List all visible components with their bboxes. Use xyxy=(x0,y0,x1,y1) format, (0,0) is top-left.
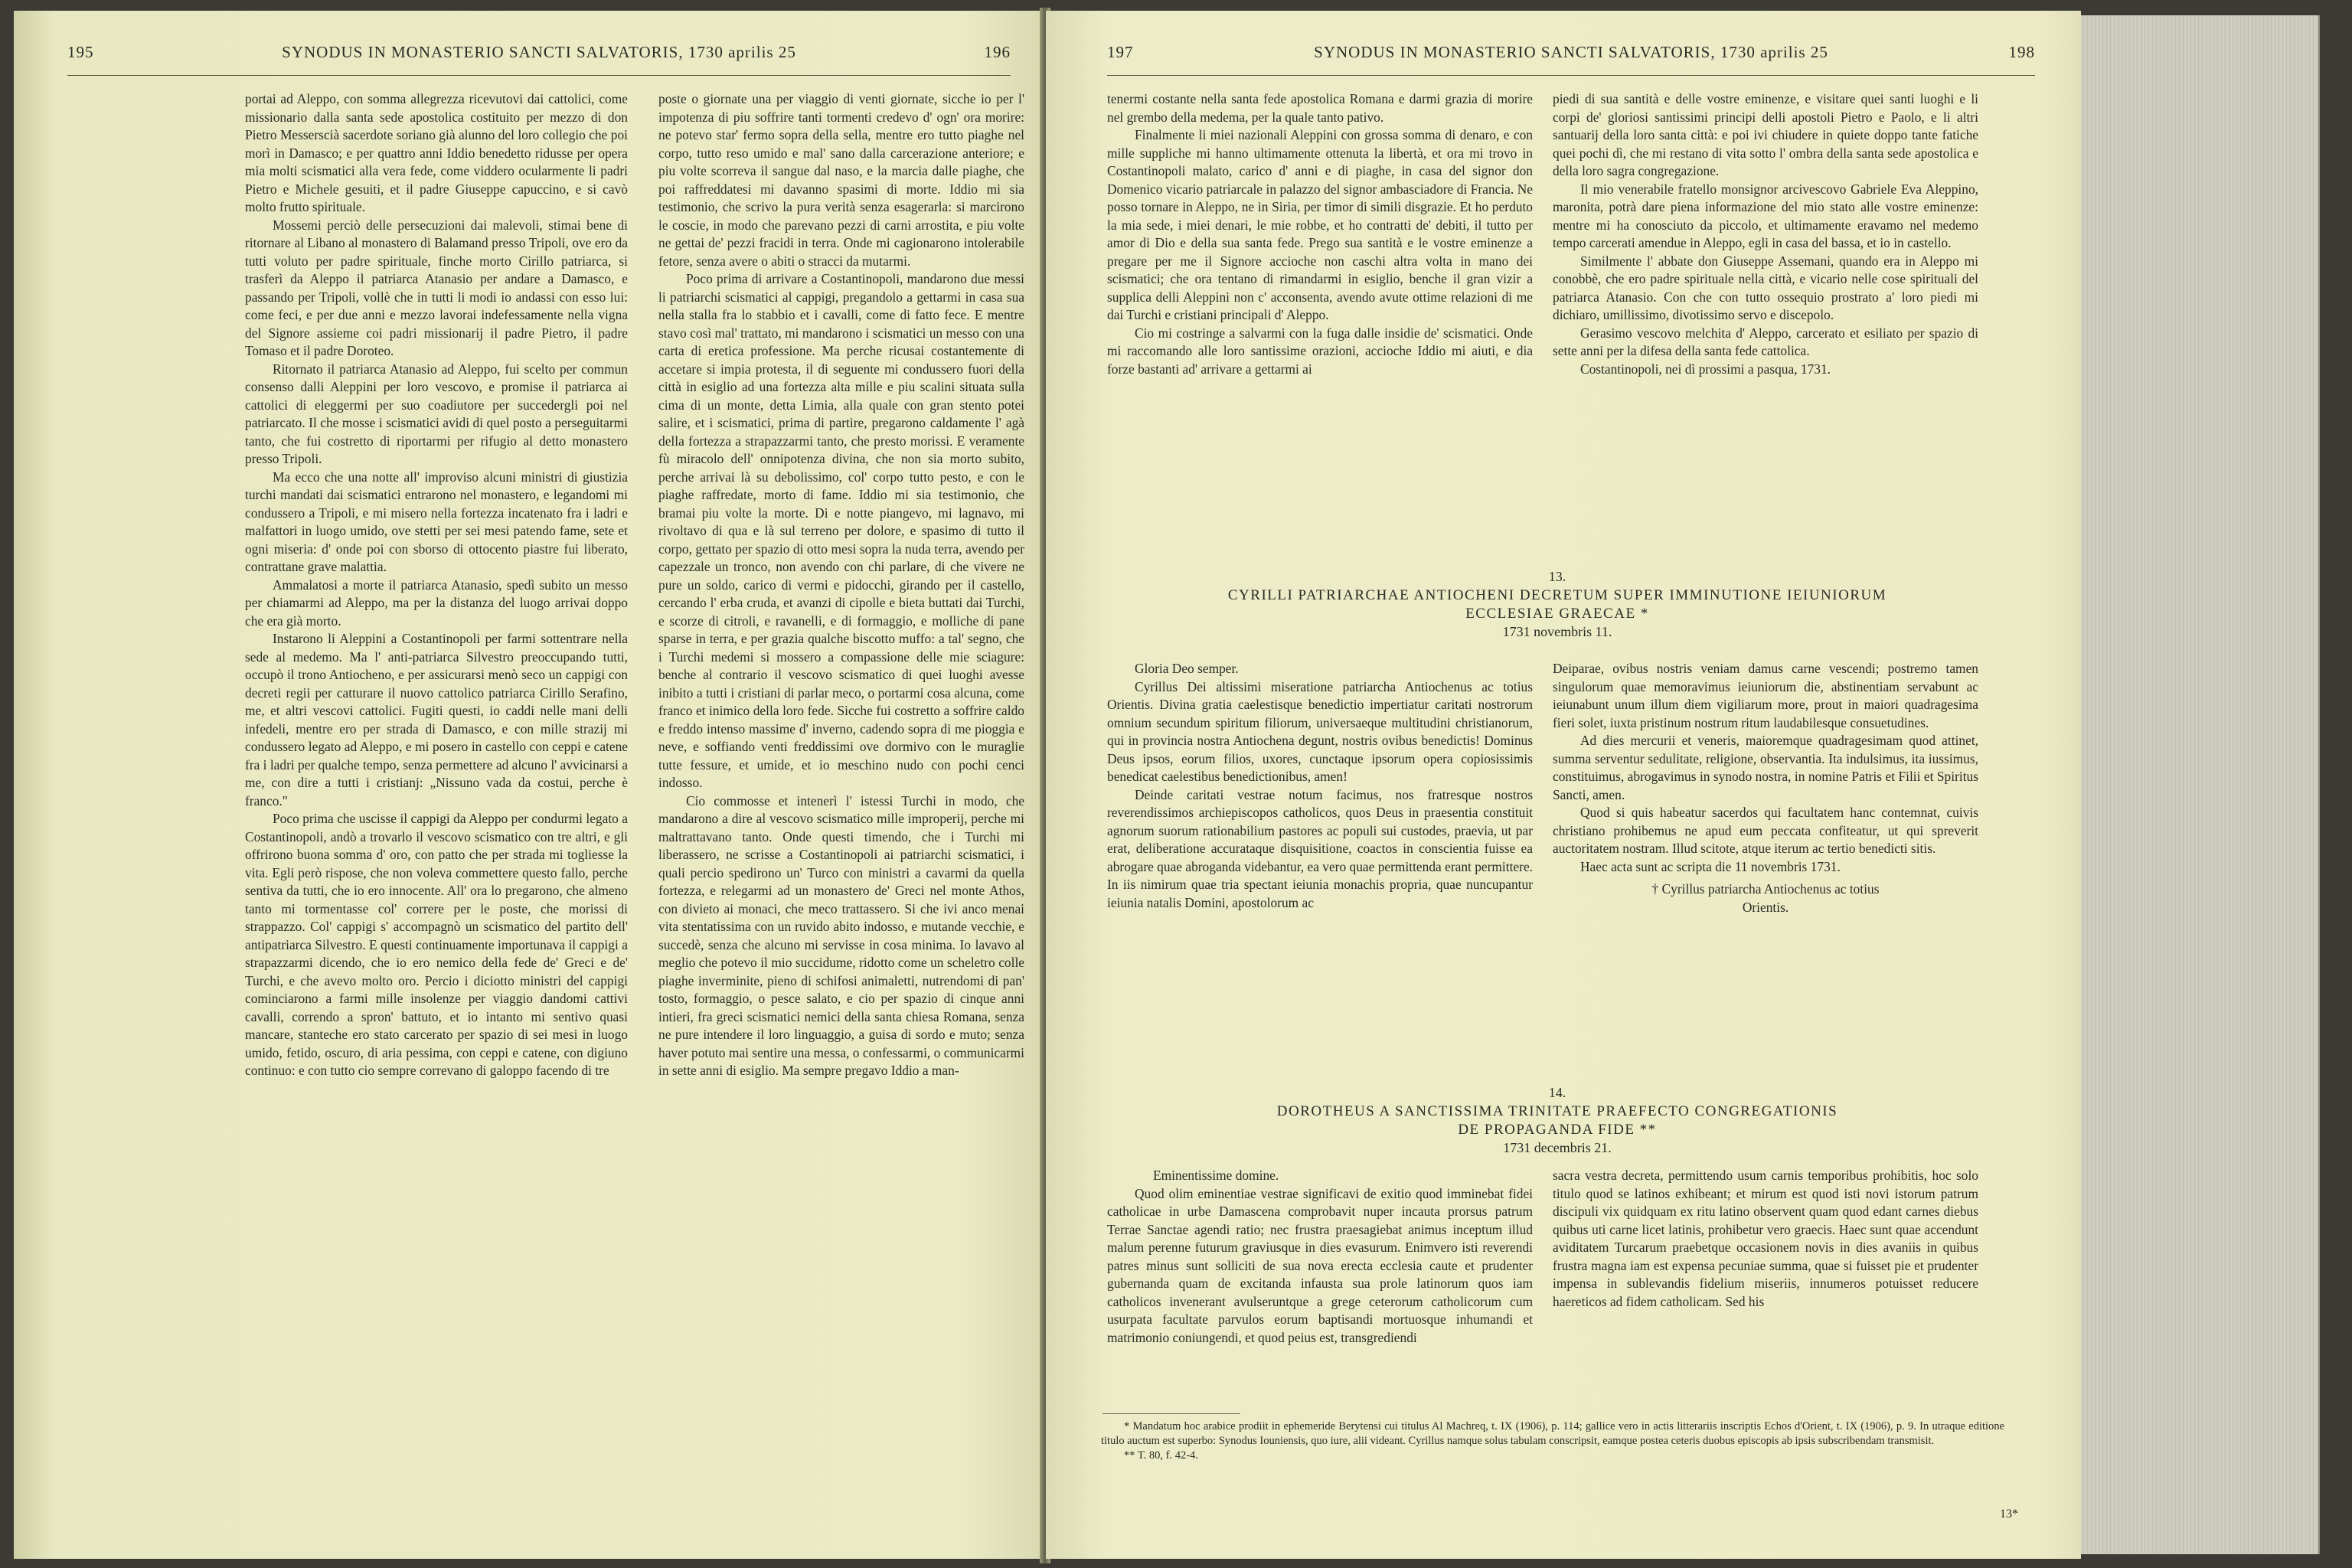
paragraph: Gerasimo vescovo melchita d' Aleppo, carcerato et esiliato per spazio di sette anni per la difesa della santa fede cattolica. xyxy=(1553,325,1978,358)
running-title: SYNODUS IN MONASTERIO SANCTI SALVATORIS, 1730 aprilis 25 xyxy=(282,43,796,61)
left-page-column-1 xyxy=(245,90,628,1537)
section-title: DOROTHEUS A SANCTISSIMA TRINITATE PRAEFECTO CONGREGATIONIS xyxy=(1276,1102,1838,1119)
paragraph: Eminentissime domine. xyxy=(1153,1168,1279,1183)
section-14-column-2 xyxy=(1553,1167,1978,1406)
signature: Orientis. xyxy=(1742,899,1789,915)
section-date: 1731 decembris 21. xyxy=(1503,1139,1612,1155)
paragraph: Ritornato il patriarca Atanasio ad Aleppo, fui scelto per commun consenso dalli Aleppini per loro vescovo, e promise il patriarca ai cattolici di eleggermi per suo coadiutore per succedergli poi nel patriarcato. Il che mosse i scismatici avidi di quel posto a perseguitarmi tanto, che fui costretto di riportarmi per rifugio al detto monastero presso Tripoli. xyxy=(245,361,628,466)
paragraph: portai ad Aleppo, con somma allegrezza ricevutovi dai cattolici, come missionario dalla santa sede apostolica costituito per mezzo di don Pietro Messerscià sacerdote soriano già alunno del loro collegio che poi morì in Damasco; e per quattro anni Iddio benedetto ridusse per opera mia molti scismatici alla vera fede, come viddero ocularmente li padri Pietro e Michele gesuiti, et il padre Giuseppe capuccino, e si cavò molto frutto spirituale. xyxy=(245,91,628,214)
paragraph: Deiparae, ovibus nostris veniam damus carne vescendi; postremo tamen singulorum quae memoravimus ieiuniorum die, abstinentiam servabunt ac ieiunabunt unum illum diem vigiliarum more, prout in maiori quadragesima fieri solet, iuxta pristinum nostrum ritum laudabilesque consuetudines. xyxy=(1553,661,1978,730)
paragraph: Ammalatosi a morte il patriarca Atanasio, spedì subito un messo per chiamarmi ad Aleppo, ma per la distanza del luogo arrivai doppo che era già morto. xyxy=(245,577,628,629)
paragraph: sacra vestra decreta, permittendo usum carnis temporibus prohibitis, hoc solo titulo quod se latinos exhibeant; et mirum est quod isti novi istorum patrum discipuli vix quidquam ex ritu latino observent quam quod edant carnes diebus quibus uti carne licet latinis, prohibetur vero graecis. Haec sunt quae accendunt aviditatem Turcarum praebetque occasionem novis in dies avaniis in quibus frustra magna iam est expensa pecuniae summa, quae si fuisset pie et prudenter impensa in sublevandis fidelium miseriis, innumeros potuisset reducere haereticos ad fidem catholicam. Sed his xyxy=(1553,1168,1978,1309)
running-head-right xyxy=(1107,43,2035,74)
header-rule xyxy=(67,75,1011,76)
left-page xyxy=(14,11,1041,1559)
paragraph: poste o giornate una per viaggio di venti giornate, sicche io per l' impotenza di piu soffrire tanti tormenti credevo d' ogn' ora morire: ne potevo star' fermo sopra della sella, mentre ero tutto piaghe nel corpo, tutto reso umido e mal' sano dalla carcerazione anteriore; e piu volte scorreva il sangue dal naso, e la marcia dalle piaghe, che poi raffreddatesi mi davanno spasimi di morte. Iddio mi sia testimonio, che scrivo la pura verità senza esagerarla: si marcirono le coscie, in modo che parevano pezzi di carni arrostita, e piu volte ne gettai de' pezzi fracidi in terra. Onde mi cagionarono intolerabile fetore, senza avere o abiti o stracci da mutarmi. xyxy=(658,91,1024,269)
paragraph: Haec acta sunt ac scripta die 11 novembris 1731. xyxy=(1580,858,1841,874)
signature: † Cyrillus patriarcha Antiochenus ac totius xyxy=(1651,881,1880,897)
section-14-heading xyxy=(1107,1084,1980,1161)
footnote: ** T. 80, f. 42-4. xyxy=(1124,1449,1198,1462)
paragraph: tenermi costante nella santa fede apostolica Romana e darmi grazia di morire nel grembo della medema, per la quale tanto pativo. xyxy=(1107,91,1533,125)
paragraph: Poco prima che uscisse il cappigi da Aleppo per condurmi legato a Costantinopoli, andò a trovarlo il vescovo scismatico con tre altri, e gli offrirono buona somma d' oro, con patto che per strada mi togliesse la vita. Egli però rispose, che non voleva commettere questo fallo, perche sentiva da tutti, che io ero innocente. All' ora lo pregarono, che almeno tanto mi tormentasse col' correre per le poste, che morissi di strappazzo. Col' cappigi s' accompagnò un scismatico del partito dell' antipatriarca Silvestro. E questi continuamente importunava il cappigi a strapazzarmi dicendo, che io ero nemico della fede de' Greci e de' Turchi, e che avevo molto oro. Percio i diciotto ministri del cappigi cominciarono a farmi mille insolenze per viaggio dandomi cattivi cavalli, correndo a spron' battuto, et io intanto mi sentivo quasi mancare, stanteche ero stato carcerato per spazio di sei mesi in luogo umido, fetido, oscuro, di aria pessima, con ceppi e catene, con digiuno continuo: e con tutto cio sempre correvano di galoppo facendo di tre xyxy=(245,811,628,1078)
paragraph: Quod olim eminentiae vestrae significavi de exitio quod imminebat fidei catholicae in urbe Damascena comprobavit nuper incauta prorsus patrum Terrae Sanctae agendi ratio; nec frustra praesagiebat animus inceptum illud malum perenne futurum graviusque in dies evasurum. Enimvero isti reverendi patres minus sunt solliciti de sua nova erecta ecclesia caute et prudenter gubernanda quam de excitanda infausta sua prole latinorum quos iam catholicos invenerant avulseruntque a grege ceterorum catholicorum cum usurpata facultate parvulos eorum baptisandi mortuosque inhumandi et matrimonio coniungendi, et quod peius est, transgrediendi xyxy=(1107,1185,1533,1345)
paragraph: Cio mi costringe a salvarmi con la fuga dalle insidie de' scismatici. Onde mi raccomando alle loro santissime orazioni, accioche Iddio mi aiuti, e dia forze bastanti ad' arrivare a gettarmi ai xyxy=(1107,325,1533,377)
paragraph: piedi di sua santità e delle vostre eminenze, e visitare quei santi luoghi e li corpi de' gloriosi santissimi principi delli apostoli Pietro e Paolo, e li altri santuarij della loro santa città: e poi ivi chiudere in quiete doppo tante fatiche quei pochi dì, che mi restano di vita sotto l' ombra della santa sede apostolica e della loro sagra congregazione. xyxy=(1553,91,1978,178)
paragraph: Costantinopoli, nei dì prossimi a pasqua, 1731. xyxy=(1580,361,1831,377)
header-rule xyxy=(1107,75,2035,76)
running-title: SYNODUS IN MONASTERIO SANCTI SALVATORIS, 1730 aprilis 25 xyxy=(1314,43,1828,61)
section-title: DE PROPAGANDA FIDE ** xyxy=(1458,1121,1657,1138)
right-top-column-2 xyxy=(1553,90,1978,550)
right-page xyxy=(1046,11,2081,1559)
page-number: 195 xyxy=(67,43,94,61)
footnote: * Mandatum hoc arabice prodiit in ephemeride Berytensi cui titulus Al Machreq, t. IX (1906), p. 114; gallice vero in actis litterariis inscriptis Echos d'Orient, t. IX (1906), p. 9. In utraque editione titulo auctum est superbo: Synodus Iouniensis, quo iure, alii videant. Cyrillus namque solus tabulam conscripsit, eamque postea ceteris duobus episcopis ab ipsis subscribendam transmisit. xyxy=(1101,1420,2004,1447)
paragraph: Ma ecco che una notte all' improviso alcuni ministri di giustizia turchi mandati dai scismatici entrarono nel monastero, e legandomi mi condussero a Tripoli, e mi misero nella fortezza incatenato fra i ladri e malfattori in luogo umido, ove stetti per sei mesi patendo fame, sete et ogni miseria: d' onde poi con sborso di ottocento piastre fui liberato, contrattane grave malattia. xyxy=(245,469,628,574)
section-13-column-1 xyxy=(1107,660,1533,1073)
footnotes xyxy=(1101,1419,2004,1463)
paragraph: Gloria Deo semper. xyxy=(1135,661,1239,676)
paragraph: Ad dies mercurii et veneris, maioremque quadragesimam quod attinet, summa serventur sedulitate, religione, observantia. Ita indulsimus, ita iussimus, constituimus, abrogavimus in synodo nostra, in nomine Patris et Filii et Spiritus Sancti, amen. xyxy=(1553,733,1978,802)
paragraph: Quod si quis habeatur sacerdos qui facultatem hanc contemnat, cuivis christiano prohibemus ne apud eum peccata confiteatur, ut qui spreverit auctoritatem nostram. Illud scitote, atque iterum ac tertio benedicti sitis. xyxy=(1553,805,1978,856)
signature-mark: 13* xyxy=(2000,1508,2018,1521)
book-page-edges xyxy=(2081,15,2320,1554)
page-number: 196 xyxy=(984,43,1011,61)
running-head-left xyxy=(67,43,1011,74)
footnote-rule xyxy=(1102,1413,1240,1414)
section-number: 13. xyxy=(1548,569,1566,584)
paragraph: Cio commosse et intenerì l' istessi Turchi in modo, che mandarono a dire al vescovo scismatico mille improperij, perche mi maltrattavano tanto. Onde questi timendo, che i Turchi mi liberassero, ne scrisse a Costantinopoli ai patriarchi scismatici, i quali percio spedirono un' Turco con ministri a cavarmi da quella fortezza, e relegarmi ad un monastero de' Greci nel monte Athos, con divieto ai monaci, che meco trattassero. Si che ivi anco menai vita stentatissima con un ruvido abito indosso, e mutande vecchie, e succedè, senza che alcuno mi servisse in cosa minima. Io lavavo al meglio che potevo il mio succidume, ridotto come un scheletro colle piaghe inverminite, pieno di schifosi animaletti, nutrendomi di pan' tosto, formaggio, o pesce salato, e cio per spazio di cinque anni intieri, fra greci scismatici nemici della santa chiesa Romana, senza ne pure intendere il loro linguaggio, a guisa di sordo e muto; senza haver potuto mai sentire una messa, o confessarmi, o communicarmi in sette anni di esiglio. Ma sempre pregavo Iddio a man- xyxy=(658,792,1024,1078)
paragraph: Finalmente li miei nazionali Aleppini con grossa somma di denaro, e con mille suppliche mi hanno ultimamente ottenuta la libertà, et ora mi trovo in Costantinopoli malato, carico d' anni e di piaghe, in casa del signor don Domenico vicario patriarcale in palazzo del signor ambasciadore di Francia. Ne posso tornare in Aleppo, ne in Siria, per timor di simili disgrazie. Et ho perduto la mia sede, i miei denari, le mie robbe, et ho contratti de' debiti, il tutto per amor di Dio e della sua santa fede. Prego sua santità e le vostre eminenze a pregare per me il Signore accioche non caschi altra volta in mano dei scismatici; che ora tentano di rimandarmi in esiglio, benche il gran vizir a supplica delli Aleppini non c' acconsenta, avendo avute ottime relazioni di me dai Turchi e cristiani principali d' Aleppo. xyxy=(1107,127,1533,322)
paragraph: Deinde caritati vestrae notum facimus, nos fratresque nostros reverendissimos archiepiscopos catholicos, quos Deus in praesentia constituit agnorum suorum rationabilium pastores ac populi sui custodes, praevia, ut par erat, deliberatione accurataque disquisitione, coactos in conscientia fuisse ea abrogare quae abroganda videbantur, ea vero quae permittenda erant permittere. In iis nimirum quae tria spectant ieiunia monachis propria, quae nuncupantur ieiunia natalis Domini, apostolorum ac xyxy=(1107,786,1533,910)
paragraph: Similmente l' abbate don Giuseppe Assemani, quando era in Aleppo mi conobbè, che ero padre spirituale nella città, e vicario nelle cose spirituali del patriarca Atanasio. Con che con tutto ossequio prostrato a' loro piedi mi dichiaro, umillissimo, divotissimo servo e discepolo. xyxy=(1553,253,1978,322)
right-top-column-1 xyxy=(1107,90,1533,550)
paragraph: Instarono li Aleppini a Costantinopoli per farmi sottentrare nella sede al medemo. Ma l' anti-patriarca Silvestro preoccupando tutti, occupò il trono Antiocheno, e per assicurarsi menò seco un cappigi con decreti regii per catturare il nuovo cattolico patriarca Cirillo Serafino, me, et altri vescovi cattolici. Fugiti questi, io caddi nelle mani delli infedeli, mentre ero per strada di Damasco, e con mille strazij mi condussero legato ad Aleppo, e mi posero in castello con ceppi e catene fra i ladri per qualche tempo, senza permettere ad alcuno l' avvicinarsi a me, con dire a tutti i cristianj: „Nissuno vada da costui, perche è franco." xyxy=(245,631,628,808)
paragraph: Cyrillus Dei altissimi miseratione patriarcha Antiochenus ac totius Orientis. Divina gratia caelestisque benedictio impertiatur caritati nostrorum omnium secundum spiritum filiorum, universaeque multitudini christianorum, qui in provincia nostra Antiochena degunt, nostris ovibus benedictis! Dominus Deus ipsos, eorum filios, uxores, cunctaque ipsorum opera copiosissimis benedicat caelestibus benedictionibus, amen! xyxy=(1107,678,1533,784)
section-14-column-1 xyxy=(1107,1167,1533,1406)
paragraph: Il mio venerabile fratello monsignor arcivescovo Gabriele Eva Aleppino, maronita, potrà dare piena informazione del mio stato alle vostre eminenze: mentre mi ha conosciuto da piccolo, et ultimamente eravamo nel medemo tempo carcerati amendue in Aleppo, egli in casa del bassa, et io in castello. xyxy=(1553,181,1978,250)
page-number: 198 xyxy=(2008,43,2035,61)
left-page-column-2 xyxy=(658,90,1024,1537)
section-title: ECCLESIAE GRAECAE * xyxy=(1465,605,1649,622)
section-13-column-2 xyxy=(1553,660,1978,1073)
section-number: 14. xyxy=(1548,1085,1566,1100)
paragraph: Poco prima di arrivare a Costantinopoli, mandarono due messi li patriarchi scismatici al cappigi, pregandolo a gettarmi in casa sua nella stalla fra lo stabbio et i cavalli, come di fatto fece. E mentre stavo così mal' trattato, mi mandarono i scismatici un messo con una carta di eretica professione. Ma perche ricusai costantemente di accetare si impia protesta, il di seguente mi condussero fuori della città in esiglio ad una fortezza alta mille e piu scalini situata sulla cima di un monte, detta Limia, alla quale con gran stento potei salire, et i scismatici, prima di partire, pregarono caldamente l' agà della fortezza a strapazzarmi tanto, che presto morissi. E veramente fù miracolo dell' onnipotenza divina, che non sia morto subito, perche arrivai là su debolissimo, col' corpo tutto pesto, e con le piaghe raffredate, morto di fame. Iddio mi sia testimonio, che bramai piu volte la morte. Di e notte piangevo, mi lagnavo, mi rivoltavo di qua e là sul terreno per dolore, e spasimo di tutto il corpo, gettato per spazio di otto mesi sopra la nuda terra, avendo per capezzale un tronco, non avendo con chi parlare, di che vivere ne pure un soldo, carico di vermi e pidocchi, girando per il castello, cercando l' erba cruda, et avanzi di cipolle e bieta buttati dai Turchi, e scorze di citroli, e ravanelli, e di formaggio, e molliche di pane sparse in terra, e per grazia qualche biscotto muffo: a tal' segno, che i Turchi medemi si mossero a compassione delle mie sciagure: benche al contrario il vescovo scismatico di quei luoghi avesse inibito a tutti i cristiani di parlar meco, o portarmi cosa alcuna, come franco et inimico della loro fede. Sicche fui costretto a soffrire caldo e freddo intenso massime d' inverno, cadendo sopra di me pioggia e neve, e soffiando venti freddissimi ove dormivo con le muraglie tutte fessure, et umide, et io meschino nudo con pochi cenci indosso. xyxy=(658,271,1024,790)
section-13-heading xyxy=(1107,568,1980,652)
paragraph: Mossemi perciò delle persecuzioni dai malevoli, stimai bene di ritornare al Libano al monastero di Balamand presso Tripoli, ove ero da tutti voluto per padre spirituale, finche morto Cirillo patriarca, si trasferì da Aleppo il patriarca Atanasio per andare a Damasco, e passando per Tripoli, vollè che in tutti li modi io andassi con esso lui: come feci, e per due anni e mezzo lavorai indefessamente nella vigna del Signore assieme coi padri missionarij il padre Pietro, il padre Tomaso et il padre Doroteo. xyxy=(245,217,628,358)
page-number: 197 xyxy=(1107,43,1134,61)
section-title: CYRILLI PATRIARCHAE ANTIOCHENI DECRETUM SUPER IMMINUTIONE IEIUNIORUM xyxy=(1227,586,1887,603)
section-date: 1731 novembris 11. xyxy=(1502,623,1612,639)
